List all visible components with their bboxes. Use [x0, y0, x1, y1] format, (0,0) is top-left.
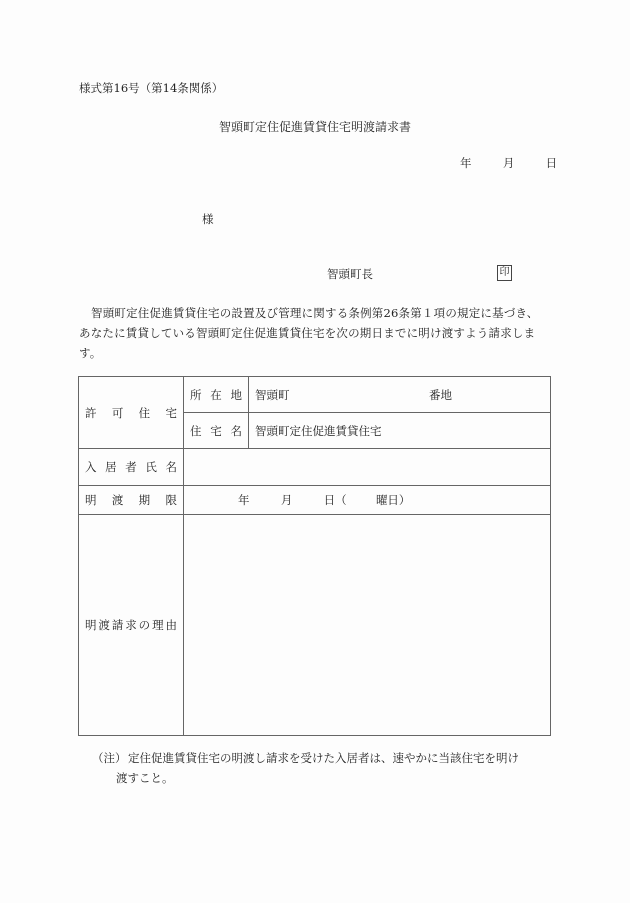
housing-name-label: 住宅名 [184, 413, 249, 449]
deadline-month: 月 [280, 493, 293, 507]
deadline-day: 日（ [323, 493, 347, 507]
location-prefix: 智頭町 [255, 387, 290, 402]
note [92, 748, 552, 788]
table-row-resident-name [79, 449, 551, 486]
issue-date [460, 155, 557, 171]
document-title: 智頭町定住促進賃貸住宅明渡請求書 [218, 120, 411, 134]
deadline-weekday: 曜日） [375, 493, 411, 507]
table-row-reason [79, 515, 551, 736]
permitted-housing-label: 許可住宅 [79, 377, 184, 449]
deadline-year: 年 [238, 493, 250, 507]
request-body-text: 智頭町定住促進賃貸住宅の設置及び管理に関する条例第26条第１項の規定に基づき、あなたに賃貸している智頭町定住促進賃貸住宅を次の期日までに明け渡すよう請求します。 [79, 306, 539, 360]
table-row-deadline [79, 486, 551, 515]
housing-name-field[interactable]: 智頭町定住促進賃貸住宅 [249, 413, 551, 449]
location-field[interactable] [249, 377, 551, 413]
addressee-suffix: 様 [202, 212, 214, 226]
note-head: （注） [92, 751, 127, 765]
date-month: 月 [502, 156, 515, 170]
deadline-label: 明渡期限 [79, 486, 184, 515]
resident-name-field[interactable] [184, 449, 551, 486]
table-row-location [79, 377, 551, 413]
resident-name-label: 入居者氏名 [79, 449, 184, 486]
date-day: 日 [545, 156, 558, 170]
reason-field[interactable] [184, 515, 551, 736]
deadline-field[interactable] [184, 486, 551, 515]
seal-stamp-icon: 印 [497, 265, 512, 281]
note-text-line1: 定住促進賃貸住宅の明渡し請求を受けた入居者は、速やかに当該住宅を明け [128, 751, 519, 765]
location-label: 所在地 [184, 377, 249, 413]
form-number: 様式第16号（第14条関係） [79, 81, 224, 95]
issuer-name: 智頭町長 [327, 267, 373, 281]
request-form-table [78, 376, 551, 736]
date-year: 年 [460, 156, 472, 170]
note-text-line2: 渡すこと。 [116, 771, 174, 785]
location-suffix: 番地 [429, 387, 452, 402]
reason-label: 明渡請求の理由 [79, 515, 184, 736]
